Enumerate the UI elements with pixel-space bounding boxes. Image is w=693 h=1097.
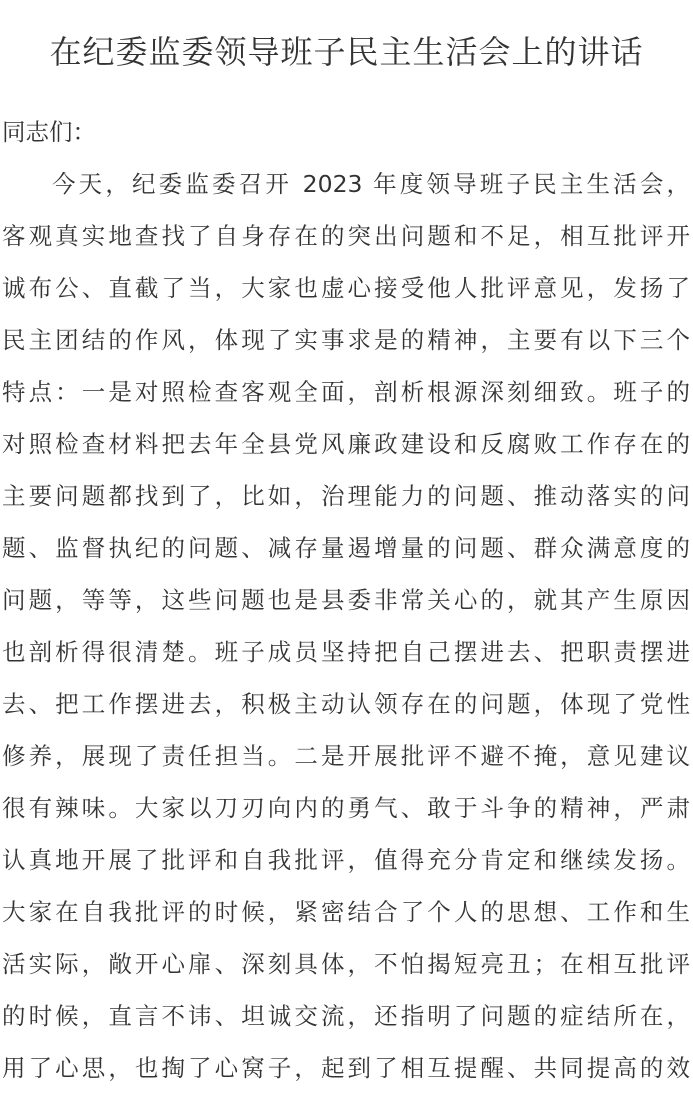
body-line: 很有辣味。大家以刀刃向内的勇气、敢于斗争的精神，严肃	[2, 794, 690, 822]
body-line: 活实际，敞开心扉、深刻具体，不怕揭短亮丑；在相互批评	[2, 950, 690, 978]
body-line: 的时候，直言不讳、坦诚交流，还指明了问题的症结所在，	[2, 1002, 690, 1030]
document-body	[2, 106, 690, 1094]
body-line: 用了心思，也掏了心窝子，起到了相互提醒、共同提高的效	[2, 1054, 690, 1082]
body-line: 也剖析得很清楚。班子成员坚持把自己摆进去、把职责摆进	[2, 638, 690, 666]
body-line: 今天，纪委监委召开 2023 年度领导班子民主生活会，	[52, 170, 690, 198]
body-line: 诚布公、直截了当，大家也虚心接受他人批评意见，发扬了	[2, 274, 690, 302]
document-title: 在纪委监委领导班子民主生活会上的讲话	[49, 33, 644, 71]
body-line: 大家在自我批评的时候，紧密结合了个人的思想、工作和生	[2, 898, 690, 926]
body-line: 题、监督执纪的问题、减存量遏增量的问题、群众满意度的	[2, 534, 690, 562]
body-line: 主要问题都找到了，比如，治理能力的问题、推动落实的问	[2, 482, 690, 510]
body-line: 客观真实地查找了自身存在的突出问题和不足，相互批评开	[2, 222, 690, 250]
body-line: 认真地开展了批评和自我批评，值得充分肯定和继续发扬。	[2, 846, 690, 874]
body-line: 去、把工作摆进去，积极主动认领存在的问题，体现了党性	[2, 690, 690, 718]
body-line: 修养，展现了责任担当。二是开展批评不避不掩，意见建议	[2, 742, 690, 770]
salutation: 同志们：	[2, 118, 96, 146]
body-line: 特点：一是对照检查客观全面，剖析根源深刻细致。班子的	[2, 378, 690, 406]
body-line: 对照检查材料把去年全县党风廉政建设和反腐败工作存在的	[2, 430, 690, 458]
body-line: 问题，等等，这些问题也是县委非常关心的，就其产生原因	[2, 586, 690, 614]
body-line: 民主团结的作风，体现了实事求是的精神，主要有以下三个	[2, 326, 690, 354]
